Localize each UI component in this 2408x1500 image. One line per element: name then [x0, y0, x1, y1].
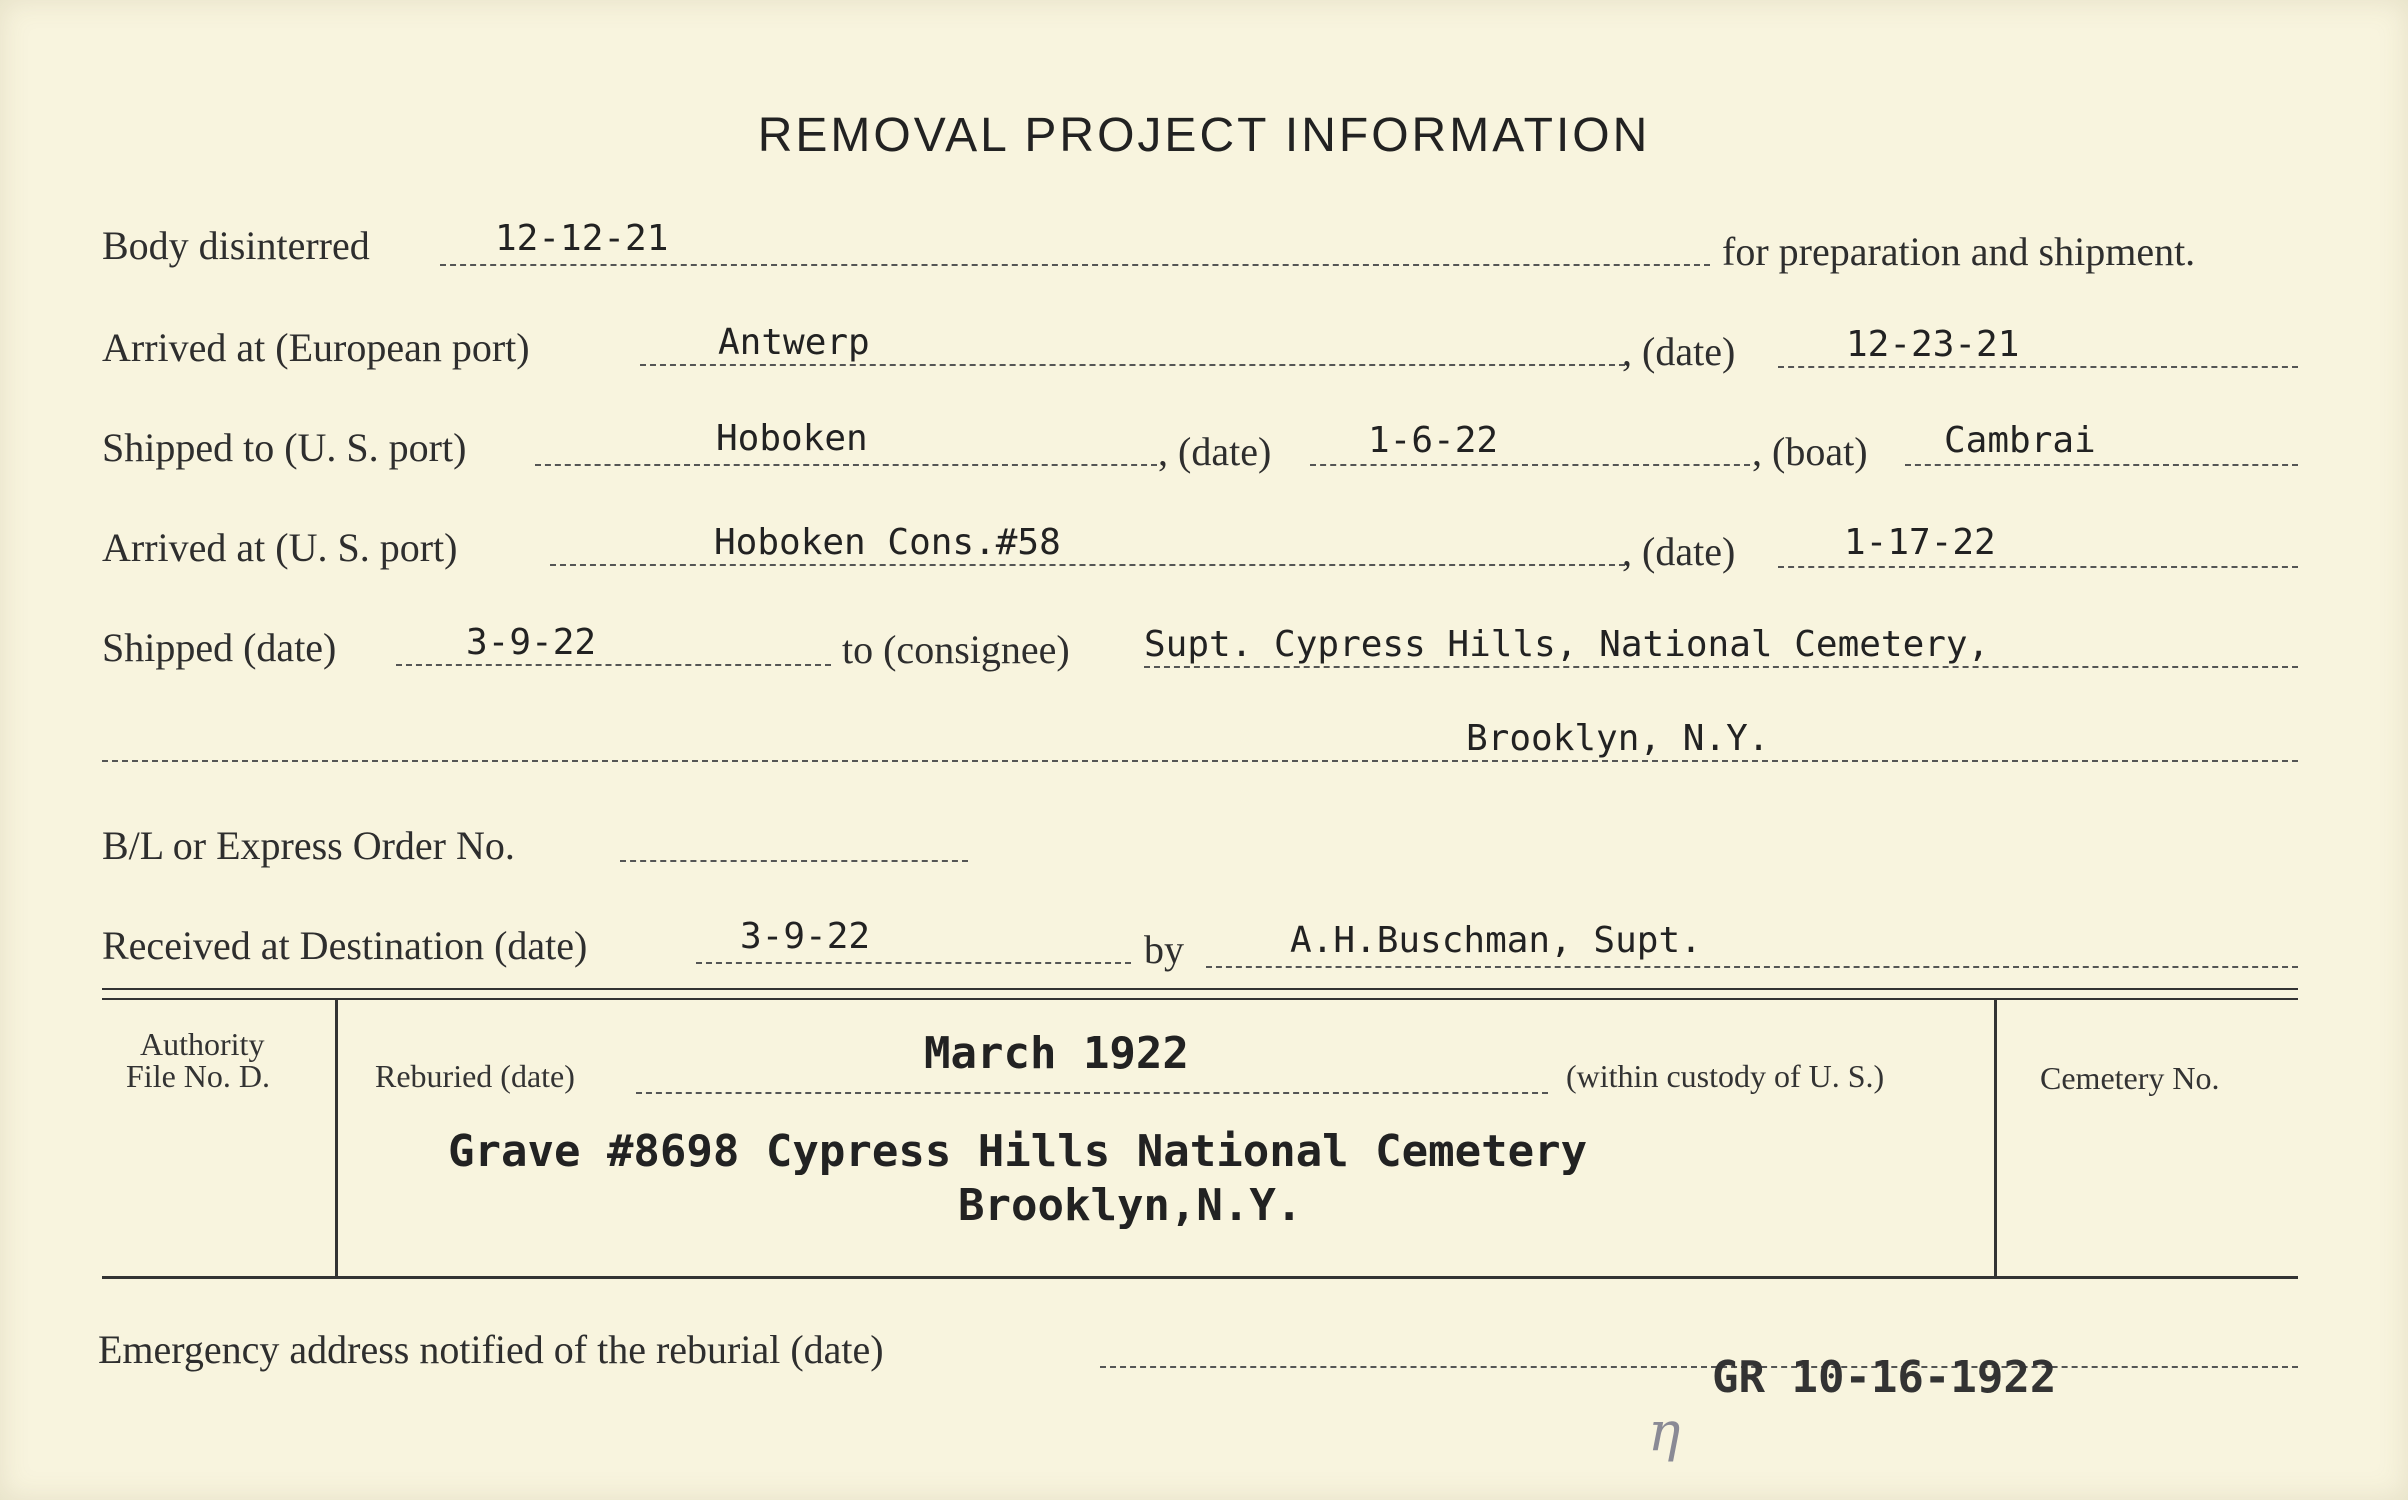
authority-label-2: File No. D. — [126, 1058, 270, 1094]
shipped-date-value: 3-9-22 — [466, 622, 597, 663]
consignee-label: to (consignee) — [842, 627, 1070, 672]
reburied-line — [636, 1092, 1548, 1094]
arrived-european-line — [640, 364, 1625, 366]
body-disinterred-line — [440, 264, 1710, 266]
received-label: Received at Destination (date) — [102, 923, 588, 968]
consignee-value-2: Brooklyn, N.Y. — [1466, 718, 1770, 759]
emergency-stamp: GR 10-16-1922 — [1712, 1352, 2057, 1403]
shipped-us-boat-line — [1905, 464, 2298, 466]
box-divider-left — [335, 1000, 338, 1276]
arrived-european-label: Arrived at (European port) — [102, 325, 530, 370]
custody-label: (within custody of U. S.) — [1566, 1058, 1885, 1094]
consignee-value: Supt. Cypress Hills, National Cemetery, — [1144, 624, 1990, 665]
received-by-value: A.H.Buschman, Supt. — [1290, 920, 1702, 961]
received-value: 3-9-22 — [740, 916, 871, 957]
consignee-line — [1144, 666, 2298, 668]
box-top-rule-2 — [102, 998, 2298, 1000]
shipped-date-line — [396, 664, 831, 666]
arrived-us-date: 1-17-22 — [1844, 522, 1996, 563]
arrived-us-label: Arrived at (U. S. port) — [102, 525, 458, 570]
box-bottom-rule — [102, 1276, 2298, 1279]
arrived-us-line — [550, 564, 1625, 566]
received-by-label: by — [1144, 927, 1184, 972]
arrived-european-date: 12-23-21 — [1846, 324, 2020, 365]
arrived-european-value: Antwerp — [718, 322, 870, 363]
reburied-label: Reburied (date) — [375, 1058, 575, 1094]
arrived-european-date-label: , (date) — [1622, 329, 1736, 374]
body-disinterred-value: 12-12-21 — [495, 218, 669, 259]
pencil-mark: η — [1648, 1400, 1681, 1463]
arrived-us-value: Hoboken Cons.#58 — [714, 522, 1061, 563]
bl-order-label: B/L or Express Order No. — [102, 823, 515, 868]
arrived-european-date-line — [1778, 366, 2298, 368]
grave-line-1: Grave #8698 Cypress Hills National Cemetery — [448, 1126, 1588, 1177]
bl-order-line — [620, 860, 968, 862]
shipped-us-label: Shipped to (U. S. port) — [102, 425, 467, 470]
body-disinterred-label: Body disinterred — [102, 223, 370, 268]
shipped-us-date-line — [1310, 464, 1750, 466]
shipped-date-label: Shipped (date) — [102, 625, 337, 670]
box-top-rule — [102, 988, 2298, 990]
shipped-us-value: Hoboken — [716, 418, 868, 459]
shipped-us-boat: Cambrai — [1944, 420, 2096, 461]
authority-label-1: Authority — [140, 1026, 265, 1062]
received-by-line — [1206, 966, 2298, 968]
emergency-line — [1100, 1366, 2298, 1368]
reburied-value: March 1922 — [924, 1028, 1189, 1079]
received-line — [696, 962, 1131, 964]
card-title: REMOVAL PROJECT INFORMATION — [757, 109, 1651, 162]
arrived-us-date-line — [1778, 566, 2298, 568]
shipped-us-date: 1-6-22 — [1368, 420, 1499, 461]
arrived-us-date-label: , (date) — [1622, 529, 1736, 574]
shipped-us-date-label: , (date) — [1158, 429, 1272, 474]
emergency-label: Emergency address notified of the reburial (date) — [98, 1327, 884, 1372]
body-disinterred-suffix: for preparation and shipment. — [1722, 229, 2196, 274]
shipped-us-boat-label: , (boat) — [1752, 429, 1868, 474]
cemetery-no-label: Cemetery No. — [2040, 1060, 2220, 1096]
grave-line-2: Brooklyn,N.Y. — [958, 1180, 1303, 1231]
box-divider-right — [1994, 1000, 1997, 1276]
shipped-us-line — [535, 464, 1157, 466]
consignee-line-2 — [102, 760, 2298, 762]
